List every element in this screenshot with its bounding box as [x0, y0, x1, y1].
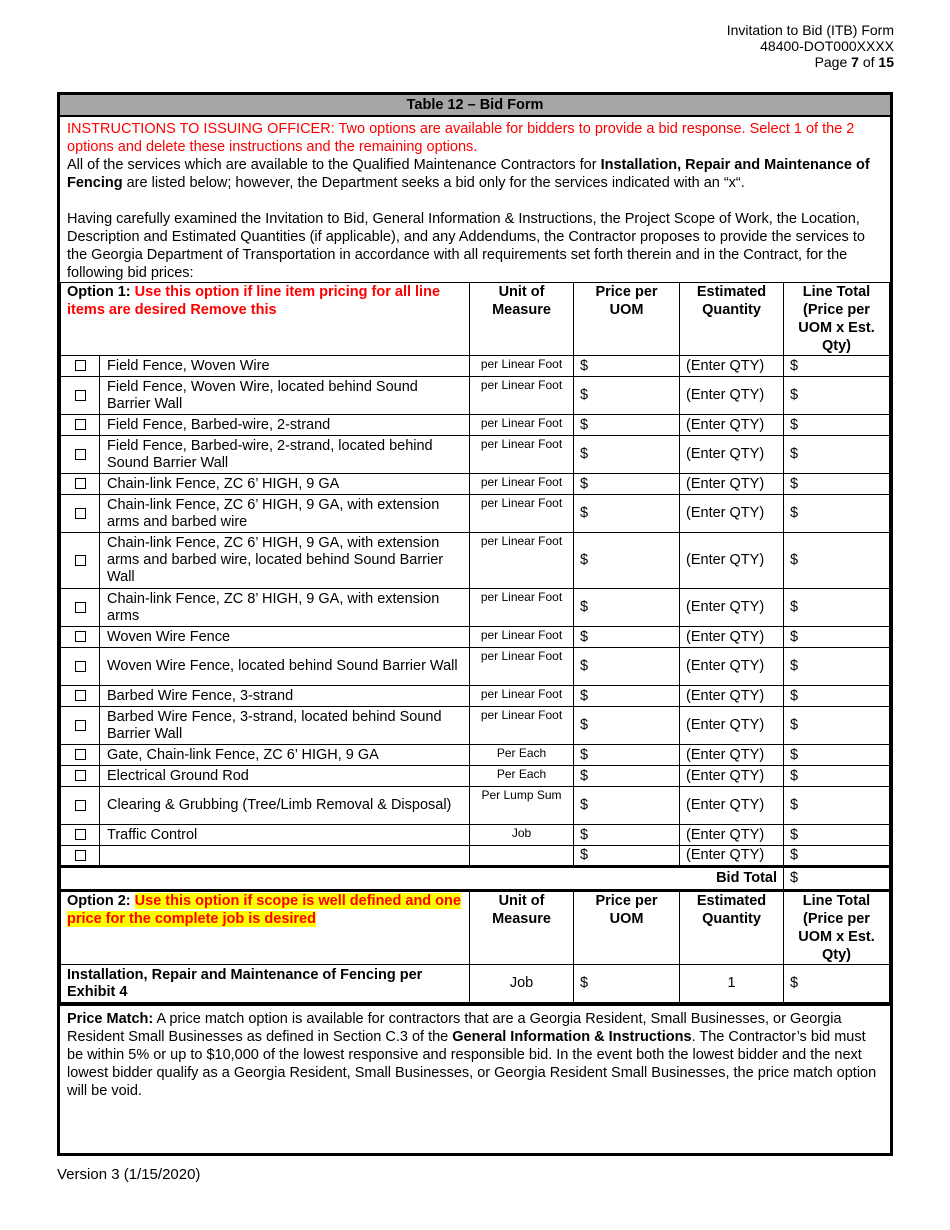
row-line-total[interactable]: $ — [784, 356, 890, 377]
row-price[interactable]: $ — [574, 589, 680, 627]
instructions — [60, 117, 890, 282]
table-title: Table 12 – Bid Form — [60, 95, 890, 117]
price-match-text-end: . The Contractor’s bid must be within 5% or up to $10,000 of the lowest responsive and responsible bid. In the event both the lowest bidder and the next lowest bidder qualify as a Georgia Resident, Small Businesses, or Georgia Resident Small Businesses, the price match option will be void. — [67, 1029, 877, 1099]
checkbox-icon[interactable] — [75, 829, 86, 840]
row-checkbox[interactable] — [61, 589, 100, 627]
row-description — [100, 846, 470, 867]
row-line-total[interactable]: $ — [784, 377, 890, 415]
option2-label: Option 2: — [67, 893, 135, 909]
row-checkbox[interactable] — [61, 766, 100, 787]
form-number: 48400-DOT000XXXX — [760, 38, 894, 54]
page-current: 7 — [851, 54, 859, 70]
row-checkbox[interactable] — [61, 627, 100, 648]
row-unit-of-measure: Per Each — [470, 766, 574, 787]
row-price[interactable]: $ — [574, 686, 680, 707]
row-price[interactable]: $ — [574, 627, 680, 648]
table-row — [61, 436, 890, 474]
row-line-total[interactable]: $ — [784, 825, 890, 846]
row-price[interactable]: $ — [574, 846, 680, 867]
row-line-total[interactable]: $ — [784, 589, 890, 627]
row-description: Chain-link Fence, ZC 6’ HIGH, 9 GA, with extension arms and barbed wire, located behind Sound Barrier Wall — [100, 533, 470, 589]
row-checkbox[interactable] — [61, 474, 100, 495]
page-total: 15 — [878, 54, 894, 70]
row-line-total[interactable]: $ — [784, 766, 890, 787]
row-price[interactable]: $ — [574, 474, 680, 495]
row-line-total[interactable]: $ — [784, 627, 890, 648]
option1-instruction: Use this option if line item pricing for all line items are desired Remove this — [67, 284, 441, 318]
row-estimated-quantity[interactable]: (Enter QTY) — [680, 787, 784, 825]
option2-quantity: 1 — [680, 965, 784, 1003]
form-title: Invitation to Bid (ITB) Form — [726, 22, 894, 38]
row-checkbox[interactable] — [61, 495, 100, 533]
row-checkbox[interactable] — [61, 648, 100, 686]
option2-col-estimated-quantity: Estimated Quantity — [680, 891, 784, 965]
row-description: Chain-link Fence, ZC 6’ HIGH, 9 GA — [100, 474, 470, 495]
table-row — [61, 766, 890, 787]
row-estimated-quantity[interactable]: (Enter QTY) — [680, 436, 784, 474]
row-estimated-quantity[interactable]: (Enter QTY) — [680, 533, 784, 589]
checkbox-icon[interactable] — [75, 508, 86, 519]
row-estimated-quantity[interactable]: (Enter QTY) — [680, 846, 784, 867]
row-price[interactable]: $ — [574, 745, 680, 766]
row-estimated-quantity[interactable]: (Enter QTY) — [680, 686, 784, 707]
row-line-total[interactable]: $ — [784, 474, 890, 495]
row-checkbox[interactable] — [61, 533, 100, 589]
checkbox-icon[interactable] — [75, 360, 86, 371]
row-description: Field Fence, Barbed-wire, 2-strand — [100, 415, 470, 436]
checkbox-icon[interactable] — [75, 419, 86, 430]
row-estimated-quantity[interactable]: (Enter QTY) — [680, 589, 784, 627]
row-description: Chain-link Fence, ZC 6’ HIGH, 9 GA, with extension arms and barbed wire — [100, 495, 470, 533]
col-line-total: Line Total (Price per UOM x Est. Qty) — [784, 283, 890, 356]
row-description: Traffic Control — [100, 825, 470, 846]
row-unit-of-measure: Job — [470, 825, 574, 846]
col-price-per-uom: Price per UOM — [574, 283, 680, 356]
row-unit-of-measure: per Linear Foot — [470, 474, 574, 495]
page-number — [727, 54, 894, 70]
row-estimated-quantity[interactable]: (Enter QTY) — [680, 415, 784, 436]
page-label: Page — [814, 54, 848, 70]
row-checkbox[interactable] — [61, 377, 100, 415]
row-unit-of-measure: per Linear Foot — [470, 707, 574, 745]
table-row — [61, 415, 890, 436]
option2-col-unit-of-measure: Unit of Measure — [470, 891, 574, 965]
table-row — [61, 377, 890, 415]
row-price[interactable]: $ — [574, 436, 680, 474]
row-line-total[interactable]: $ — [784, 787, 890, 825]
row-description: Field Fence, Barbed-wire, 2-strand, located behind Sound Barrier Wall — [100, 436, 470, 474]
row-line-total[interactable]: $ — [784, 436, 890, 474]
checkbox-icon[interactable] — [75, 602, 86, 613]
row-estimated-quantity[interactable]: (Enter QTY) — [680, 495, 784, 533]
row-price[interactable]: $ — [574, 533, 680, 589]
row-estimated-quantity[interactable]: (Enter QTY) — [680, 377, 784, 415]
price-match-text: A price match option is available for contractors that are a Georgia Resident, Small Businesses, or Georgia Resident Small Businesses as defined in Section C.3 of the — [67, 1011, 842, 1045]
table-row — [61, 846, 890, 867]
price-match-bold: General Information & Instructions — [452, 1029, 692, 1045]
row-checkbox[interactable] — [61, 436, 100, 474]
issuing-officer-instructions: INSTRUCTIONS TO ISSUING OFFICER: Two options are available for bidders to provide a bid response. Select 1 of the 2 options and delete these instructions and the remaining options. — [67, 121, 855, 155]
row-estimated-quantity[interactable]: (Enter QTY) — [680, 825, 784, 846]
row-line-total[interactable]: $ — [784, 745, 890, 766]
checkbox-icon[interactable] — [75, 390, 86, 401]
price-match-section — [60, 1003, 890, 1104]
checkbox-icon[interactable] — [75, 555, 86, 566]
option1-label: Option 1: — [67, 284, 135, 300]
table-row — [61, 825, 890, 846]
checkbox-icon[interactable] — [75, 449, 86, 460]
row-unit-of-measure: Per Each — [470, 745, 574, 766]
row-price[interactable]: $ — [574, 766, 680, 787]
option2-price[interactable]: $ — [574, 965, 680, 1003]
row-description: Clearing & Grubbing (Tree/Limb Removal & Disposal) — [100, 787, 470, 825]
row-estimated-quantity[interactable]: (Enter QTY) — [680, 648, 784, 686]
bid-form-table — [57, 92, 893, 1156]
row-estimated-quantity[interactable]: (Enter QTY) — [680, 766, 784, 787]
row-unit-of-measure: per Linear Foot — [470, 377, 574, 415]
option2-label-cell — [61, 891, 470, 965]
row-description: Woven Wire Fence — [100, 627, 470, 648]
checkbox-icon[interactable] — [75, 770, 86, 781]
row-unit-of-measure: per Linear Foot — [470, 686, 574, 707]
services-bold: Installation, Repair and Maintenance of Fencing — [67, 157, 870, 191]
table-row — [61, 686, 890, 707]
option1-header — [61, 283, 890, 356]
bid-total-label: Bid Total — [61, 867, 784, 891]
checkbox-icon[interactable] — [75, 850, 86, 861]
row-checkbox[interactable] — [61, 825, 100, 846]
row-checkbox[interactable] — [61, 787, 100, 825]
row-estimated-quantity[interactable]: (Enter QTY) — [680, 474, 784, 495]
version-footer: Version 3 (1/15/2020) — [57, 1166, 201, 1183]
row-unit-of-measure: per Linear Foot — [470, 589, 574, 627]
row-description: Field Fence, Woven Wire — [100, 356, 470, 377]
checkbox-icon[interactable] — [75, 690, 86, 701]
table-row — [61, 474, 890, 495]
option1-table — [60, 282, 890, 1003]
examination-paragraph: Having carefully examined the Invitation to Bid, General Information & Instructions, the Project Scope of Work, the Location, Description and Estimated Quantities (if applicable), and any Addendums, the Contractor proposes to provide the services to the Georgia Department of Transportation in accordance with all requirements set forth therein and in the Contract, for the following bid prices: — [67, 211, 865, 281]
row-price[interactable]: $ — [574, 415, 680, 436]
checkbox-icon[interactable] — [75, 478, 86, 489]
page-of: of — [862, 54, 875, 70]
page-header — [727, 22, 894, 70]
row-price[interactable]: $ — [574, 495, 680, 533]
option2-uom: Job — [470, 965, 574, 1003]
services-text: All of the services which are available to the Qualified Maintenance Contractors for — [67, 157, 601, 173]
checkbox-icon[interactable] — [75, 661, 86, 672]
row-description: Barbed Wire Fence, 3-strand, located behind Sound Barrier Wall — [100, 707, 470, 745]
row-unit-of-measure: per Linear Foot — [470, 627, 574, 648]
col-unit-of-measure: Unit of Measure — [470, 283, 574, 356]
table-row — [61, 533, 890, 589]
row-price[interactable]: $ — [574, 356, 680, 377]
row-estimated-quantity[interactable]: (Enter QTY) — [680, 627, 784, 648]
option2-description: Installation, Repair and Maintenance of Fencing per Exhibit 4 — [61, 965, 470, 1003]
col-estimated-quantity: Estimated Quantity — [680, 283, 784, 356]
row-price[interactable]: $ — [574, 377, 680, 415]
table-row — [61, 356, 890, 377]
row-line-total[interactable]: $ — [784, 533, 890, 589]
row-line-total[interactable]: $ — [784, 707, 890, 745]
row-unit-of-measure: per Linear Foot — [470, 356, 574, 377]
row-unit-of-measure — [470, 846, 574, 867]
option2-header — [61, 891, 890, 965]
row-line-total[interactable]: $ — [784, 495, 890, 533]
checkbox-icon[interactable] — [75, 800, 86, 811]
option1-label-cell — [61, 283, 470, 356]
row-description: Woven Wire Fence, located behind Sound Barrier Wall — [100, 648, 470, 686]
row-unit-of-measure: per Linear Foot — [470, 415, 574, 436]
row-line-total[interactable]: $ — [784, 415, 890, 436]
table-row — [61, 648, 890, 686]
row-unit-of-measure: per Linear Foot — [470, 648, 574, 686]
checkbox-icon[interactable] — [75, 720, 86, 731]
row-price[interactable]: $ — [574, 707, 680, 745]
services-paragraph — [67, 156, 884, 192]
option2-instruction: Use this option if scope is well defined and one price for the complete job is desired — [67, 893, 461, 927]
row-unit-of-measure: per Linear Foot — [470, 436, 574, 474]
row-line-total[interactable]: $ — [784, 648, 890, 686]
option2-line-total[interactable]: $ — [784, 965, 890, 1003]
row-description: Field Fence, Woven Wire, located behind Sound Barrier Wall — [100, 377, 470, 415]
row-description: Electrical Ground Rod — [100, 766, 470, 787]
row-checkbox[interactable] — [61, 356, 100, 377]
row-estimated-quantity[interactable]: (Enter QTY) — [680, 707, 784, 745]
row-price[interactable]: $ — [574, 648, 680, 686]
row-description: Barbed Wire Fence, 3-strand — [100, 686, 470, 707]
row-checkbox[interactable] — [61, 707, 100, 745]
row-estimated-quantity[interactable]: (Enter QTY) — [680, 745, 784, 766]
checkbox-icon[interactable] — [75, 749, 86, 760]
bid-total-value[interactable]: $ — [784, 867, 890, 891]
row-description: Chain-link Fence, ZC 8’ HIGH, 9 GA, with extension arms — [100, 589, 470, 627]
table-row — [61, 589, 890, 627]
row-price[interactable]: $ — [574, 787, 680, 825]
checkbox-icon[interactable] — [75, 631, 86, 642]
row-unit-of-measure: per Linear Foot — [470, 495, 574, 533]
row-estimated-quantity[interactable]: (Enter QTY) — [680, 356, 784, 377]
row-checkbox[interactable] — [61, 415, 100, 436]
row-unit-of-measure: per Linear Foot — [470, 533, 574, 589]
table-row — [61, 745, 890, 766]
table-row — [61, 627, 890, 648]
row-line-total[interactable]: $ — [784, 846, 890, 867]
row-description: Gate, Chain-link Fence, ZC 6’ HIGH, 9 GA — [100, 745, 470, 766]
price-match-label: Price Match: — [67, 1011, 154, 1027]
option2-col-price-per-uom: Price per UOM — [574, 891, 680, 965]
services-text-end: are listed below; however, the Department seeks a bid only for the services indicated with an “x“. — [122, 175, 745, 191]
row-line-total[interactable]: $ — [784, 686, 890, 707]
row-checkbox[interactable] — [61, 846, 100, 867]
row-checkbox[interactable] — [61, 745, 100, 766]
option2-col-line-total: Line Total (Price per UOM x Est. Qty) — [784, 891, 890, 965]
table-row — [61, 707, 890, 745]
table-row — [61, 787, 890, 825]
row-price[interactable]: $ — [574, 825, 680, 846]
option2-row — [61, 965, 890, 1003]
row-unit-of-measure: Per Lump Sum — [470, 787, 574, 825]
table-row — [61, 495, 890, 533]
bid-total-row — [61, 867, 890, 891]
row-checkbox[interactable] — [61, 686, 100, 707]
